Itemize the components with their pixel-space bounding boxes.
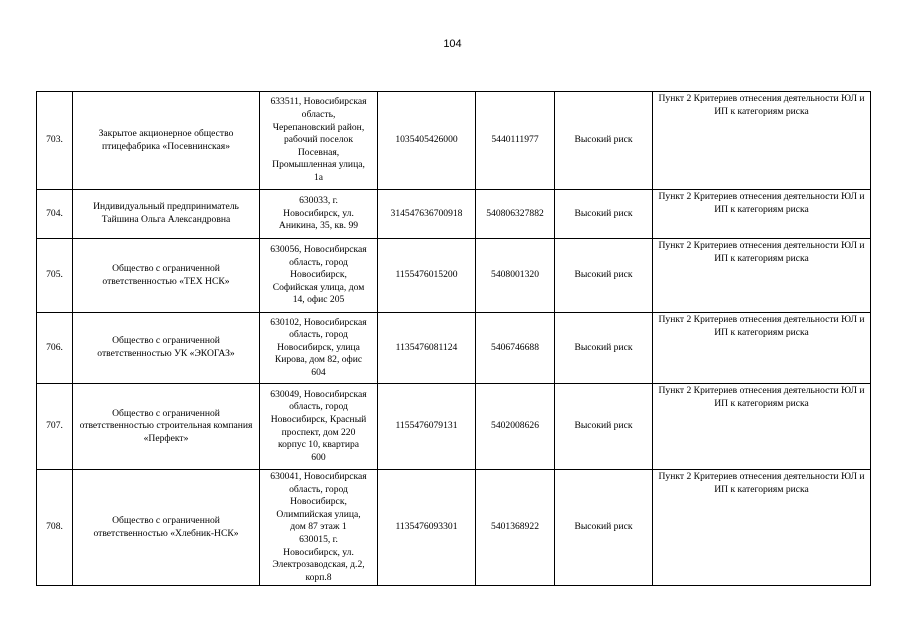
address: 630041, Новосибирская область, город Новосибирск, Олимпийская улица, дом 87 этаж 1 630015, г. Новосибирск, ул. Электрозаводская, д.2, корп.8 [260, 470, 378, 586]
ogrn: 314547636700918 [378, 190, 476, 239]
risk-category: Высокий риск [555, 313, 653, 384]
row-number: 703. [37, 92, 73, 190]
risk-reason: Пункт 2 Критериев отнесения деятельности ЮЛ и ИП к категориям риска [653, 190, 871, 239]
risk-category: Высокий риск [555, 92, 653, 190]
ogrn: 1155476015200 [378, 239, 476, 313]
risk-reason: Пункт 2 Критериев отнесения деятельности ЮЛ и ИП к категориям риска [653, 239, 871, 313]
table-row [37, 239, 871, 313]
ogrn: 1135476093301 [378, 470, 476, 586]
organization-name: Общество с ограниченной ответственностью «Хлебник-НСК» [73, 470, 260, 586]
organization-name: Общество с ограниченной ответственностью «ТЕХ НСК» [73, 239, 260, 313]
table-row [37, 470, 871, 586]
page-number: 104 [443, 38, 462, 50]
risk-category: Высокий риск [555, 470, 653, 586]
risk-category: Высокий риск [555, 190, 653, 239]
inn: 5440111977 [476, 92, 555, 190]
risk-reason: Пункт 2 Критериев отнесения деятельности ЮЛ и ИП к категориям риска [653, 384, 871, 470]
risk-reason: Пункт 2 Критериев отнесения деятельности ЮЛ и ИП к категориям риска [653, 313, 871, 384]
row-number: 704. [37, 190, 73, 239]
address: 630033, г. Новосибирск, ул. Аникина, 35, кв. 99 [260, 190, 378, 239]
risk-category: Высокий риск [555, 384, 653, 470]
address: 630102, Новосибирская область, город Новосибирск, улица Кирова, дом 82, офис 604 [260, 313, 378, 384]
inn: 5402008626 [476, 384, 555, 470]
address: 633511, Новосибирская область, Черепановский район, рабочий поселок Посевная, Промышленная улица, 1а [260, 92, 378, 190]
address: 630049, Новосибирская область, город Новосибирск, Красный проспект, дом 220 корпус 10, квартира 600 [260, 384, 378, 470]
risk-reason: Пункт 2 Критериев отнесения деятельности ЮЛ и ИП к категориям риска [653, 470, 871, 586]
inn: 540806327882 [476, 190, 555, 239]
organization-name: Общество с ограниченной ответственностью УК «ЭКОГАЗ» [73, 313, 260, 384]
table-row [37, 313, 871, 384]
row-number: 708. [37, 470, 73, 586]
table-row [37, 384, 871, 470]
table-row [37, 92, 871, 190]
risk-category: Высокий риск [555, 239, 653, 313]
organization-name: Общество с ограниченной ответственностью строительная компания «Перфект» [73, 384, 260, 470]
table-row [37, 190, 871, 239]
organization-name: Закрытое акционерное общество птицефабрика «Посевнинская» [73, 92, 260, 190]
row-number: 706. [37, 313, 73, 384]
ogrn: 1135476081124 [378, 313, 476, 384]
inn: 5406746688 [476, 313, 555, 384]
risk-reason: Пункт 2 Критериев отнесения деятельности ЮЛ и ИП к категориям риска [653, 92, 871, 190]
ogrn: 1035405426000 [378, 92, 476, 190]
row-number: 707. [37, 384, 73, 470]
row-number: 705. [37, 239, 73, 313]
ogrn: 1155476079131 [378, 384, 476, 470]
organization-name: Индивидуальный предприниматель Тайшина Ольга Александровна [73, 190, 260, 239]
inn: 5401368922 [476, 470, 555, 586]
risk-registry-table [36, 91, 871, 586]
inn: 5408001320 [476, 239, 555, 313]
address: 630056, Новосибирская область, город Новосибирск, Софийская улица, дом 14, офис 205 [260, 239, 378, 313]
